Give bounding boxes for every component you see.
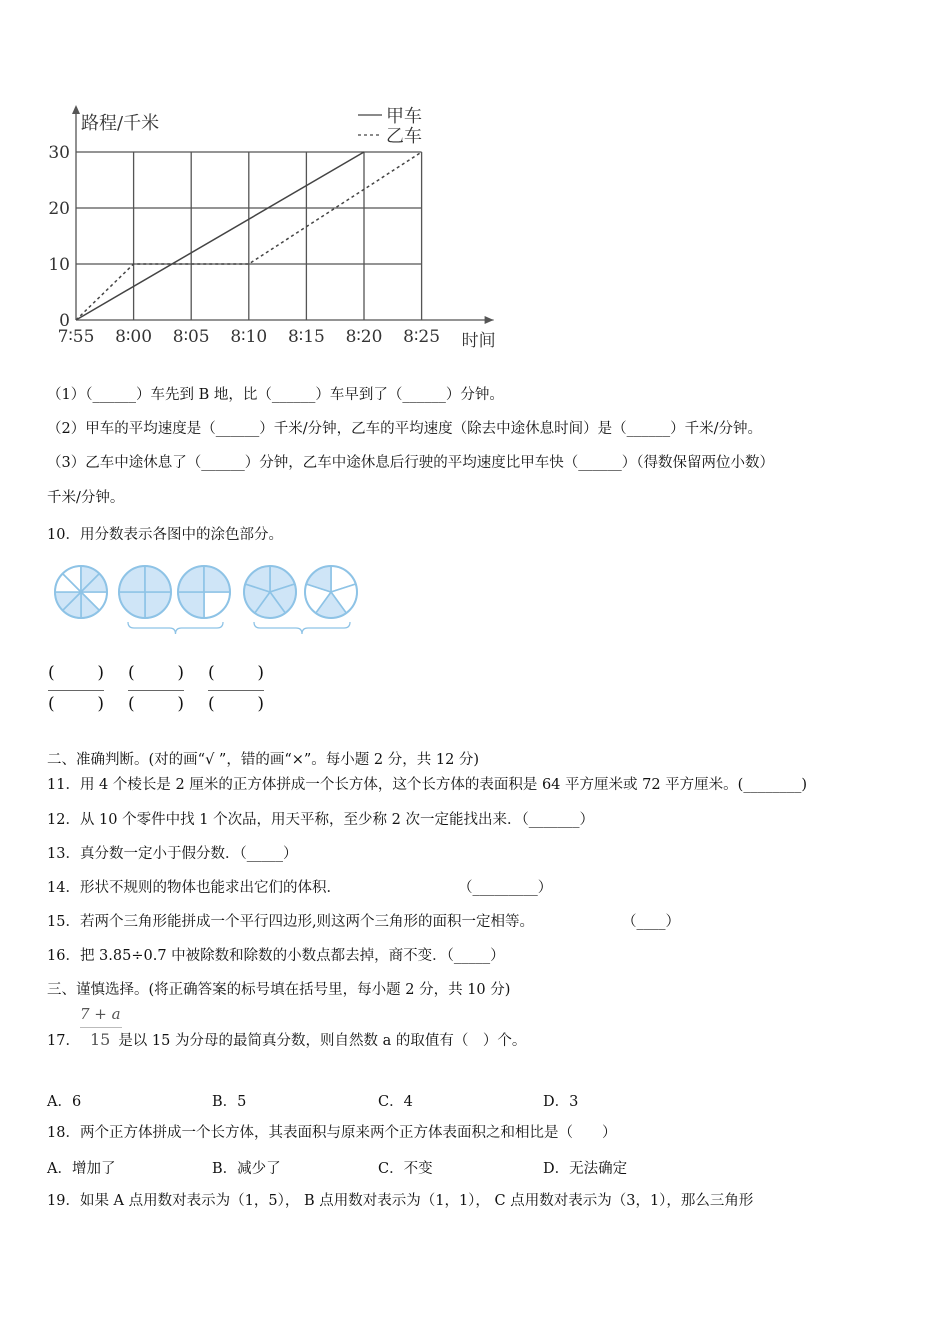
fraction-circles-figure: [40, 550, 370, 640]
q9-part3: （3）乙车中途休息了（______）分钟，乙车中途休息后行驶的平均速度比甲车快（______）（得数保留两位小数）: [47, 455, 774, 471]
fraction-bar: [128, 690, 184, 691]
fraction-answer-2[interactable]: [128, 663, 184, 718]
fraction-bar: [208, 690, 264, 691]
brace-icon: [254, 622, 350, 634]
q10-text: 10．用分数表示各图中的涂色部分。: [47, 527, 283, 543]
q18-option-a[interactable]: A．增加了: [47, 1161, 116, 1177]
question-15: 15．若两个三角形能拼成一个平行四边形,则这两个三角形的面积一定相等。: [47, 914, 535, 930]
fraction-circle-3: [178, 566, 230, 618]
distance-time-chart: [40, 95, 520, 355]
fraction-answer-1[interactable]: [48, 663, 104, 718]
x-tick-label: 8∶00: [115, 327, 153, 347]
q17-option-c[interactable]: C．4: [378, 1094, 413, 1110]
fraction-bar: [48, 690, 104, 691]
q18-option-c[interactable]: C．不变: [378, 1161, 433, 1177]
q9-part3-cont: 千米/分钟。: [47, 490, 125, 506]
q17-numerator: 7 + a: [80, 1005, 121, 1023]
question-16: 16．把 3.85÷0.7 中被除数和除数的小数点都去掉，商不变．（_____）: [47, 948, 505, 964]
q17-number: 17．: [47, 1033, 80, 1049]
question-12: 12．从 10 个零件中找 1 个次品，用天平称，至少称 2 次一定能找出来．（_______）: [47, 812, 595, 828]
paren: ): [177, 663, 184, 683]
y-tick-label: 20: [48, 199, 70, 219]
paren: (: [48, 663, 55, 683]
x-tick-label: 8∶15: [287, 327, 325, 347]
x-axis-arrow-icon: [485, 316, 494, 324]
question-11: 11．用 4 个棱长是 2 厘米的正方体拼成一个长方体，这个长方体的表面积是 64 平方厘米或 72 平方厘米。(________): [47, 777, 807, 793]
section2-title: 二、准确判断。(对的画“√ ”，错的画“×”。每小题 2 分，共 12 分): [47, 752, 480, 768]
question-14-blank[interactable]: （_________）: [458, 880, 553, 896]
x-tick-label: 8∶25: [403, 327, 441, 347]
y-axis-label: 路程/千米: [81, 113, 160, 134]
question-17: [47, 1030, 526, 1051]
q17-text: 是以 15 为分母的最简真分数，则自然数 a 的取值有（ ）个。: [118, 1033, 527, 1049]
legend-label: 乙车: [386, 126, 422, 147]
q17-fraction: [80, 1005, 122, 1030]
q18-option-b[interactable]: B．减少了: [212, 1161, 281, 1177]
fraction-answer-3[interactable]: [208, 663, 264, 718]
q9-part2: （2）甲车的平均速度是（______）千米/分钟，乙车的平均速度（除去中途休息时间）是（______）千米/分钟。: [47, 421, 762, 437]
y-axis-arrow-icon: [72, 105, 80, 114]
question-19: 19．如果 A 点用数对表示为（1，5）， B 点用数对表示为（1，1）， C 点用数对表示为（3，1），那么三角形: [47, 1193, 754, 1209]
paren: (: [208, 663, 215, 683]
paren: (: [128, 694, 135, 714]
question-15-blank[interactable]: （____）: [622, 914, 680, 930]
fraction-circle-2: [119, 566, 171, 618]
fraction-circle-5: [305, 566, 357, 618]
x-axis-label: 时间: [461, 331, 496, 351]
y-tick-label: 30: [48, 143, 70, 163]
legend-label: 甲车: [386, 106, 422, 127]
brace-icon: [128, 622, 223, 634]
question-14: 14．形状不规则的物体也能求出它们的体积．: [47, 880, 341, 896]
y-tick-label: 0: [59, 311, 70, 331]
x-tick-label: 8∶05: [172, 327, 210, 347]
question-18: 18．两个正方体拼成一个长方体，其表面积与原来两个正方体表面积之和相比是（ ）: [47, 1125, 617, 1141]
y-tick-label: 10: [48, 255, 70, 275]
q9-part1: （1）（______）车先到 B 地，比（______）车早到了（______）分钟。: [47, 387, 504, 403]
fraction-circle-1: [55, 566, 107, 618]
fraction-bar: [80, 1027, 122, 1028]
paren: (: [208, 694, 215, 714]
q17-option-d[interactable]: D．3: [543, 1094, 579, 1110]
paren: ): [257, 694, 264, 714]
x-tick-label: 8∶20: [345, 327, 383, 347]
series-line-1: [76, 152, 364, 320]
question-13: 13．真分数一定小于假分数．（_____）: [47, 846, 298, 862]
paren: ): [97, 663, 104, 683]
x-tick-label: 7∶55: [57, 327, 95, 347]
x-tick-label: 8∶10: [230, 327, 268, 347]
q17-option-b[interactable]: B．5: [212, 1094, 247, 1110]
q17-denominator: 15: [89, 1030, 111, 1049]
paren: (: [48, 694, 55, 714]
q18-option-d[interactable]: D．无法确定: [543, 1161, 628, 1177]
paren: ): [257, 663, 264, 683]
q17-option-a[interactable]: A．6: [47, 1094, 82, 1110]
fraction-circle-4: [244, 566, 296, 618]
paren: ): [177, 694, 184, 714]
paren: (: [128, 663, 135, 683]
paren: ): [97, 694, 104, 714]
section3-title: 三、谨慎选择。(将正确答案的标号填在括号里，每小题 2 分，共 10 分): [47, 982, 511, 998]
